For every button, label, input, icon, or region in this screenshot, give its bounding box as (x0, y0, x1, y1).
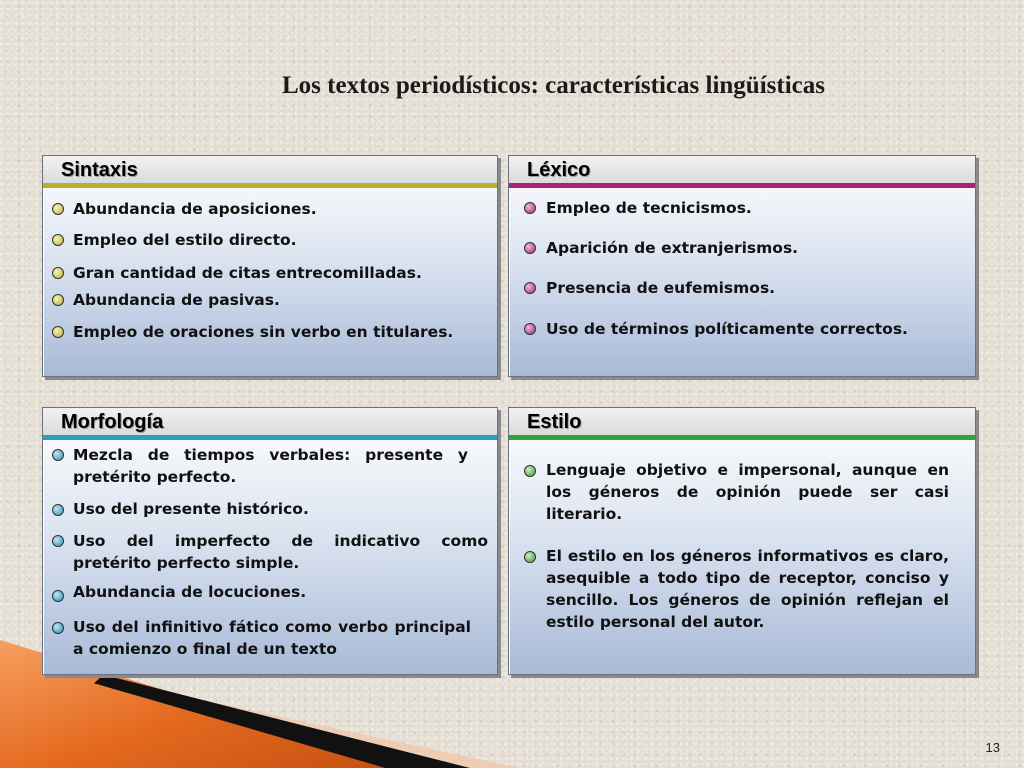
sintaxis-item-2: Empleo del estilo directo. (73, 231, 297, 249)
bullet-icon (524, 242, 536, 254)
sintaxis-item-5: Empleo de oraciones sin verbo en titulares. (73, 323, 454, 341)
morfologia-item-5: Uso del infinitivo fático como verbo principal a comienzo o final de un texto (73, 618, 471, 658)
bullet-icon (524, 323, 536, 335)
morfologia-item-4: Abundancia de locuciones. (73, 583, 307, 601)
bullet-icon (52, 535, 64, 547)
panel-lexico-header (509, 156, 975, 186)
lexico-item-1: Empleo de tecnicismos. (546, 199, 752, 217)
slide-title: Los textos periodísticos: características lingüísticas (282, 72, 825, 99)
panel-estilo (508, 407, 976, 675)
panel-morfologia-header (43, 408, 497, 438)
bullet-icon (52, 294, 64, 306)
bullet-icon (52, 234, 64, 246)
page-number: 13 (985, 740, 1000, 755)
panel-estilo-title: Estilo (527, 411, 582, 433)
lexico-item-4: Uso de términos políticamente correctos. (546, 320, 908, 338)
bullet-icon (524, 202, 536, 214)
bullet-icon (524, 551, 536, 563)
morfologia-item-3: Uso del imperfecto de indicativo como pretérito perfecto simple. (73, 532, 488, 572)
estilo-item-1: Lenguaje objetivo e impersonal, aunque en los géneros de opinión puede ser casi literario. (546, 461, 949, 523)
bullet-icon (524, 465, 536, 477)
sintaxis-item-1: Abundancia de aposiciones. (73, 200, 317, 218)
panel-morfologia-bar (43, 435, 497, 440)
sintaxis-item-3: Gran cantidad de citas entrecomilladas. (73, 264, 422, 282)
bullet-icon (52, 267, 64, 279)
bullet-icon (52, 326, 64, 338)
panel-sintaxis-header (43, 156, 497, 186)
panel-morfologia-title: Morfología (61, 411, 164, 433)
lexico-item-3: Presencia de eufemismos. (546, 279, 776, 297)
lexico-item-2: Aparición de extranjerismos. (546, 239, 799, 257)
panel-estilo-bar (509, 435, 975, 440)
bullet-icon (524, 282, 536, 294)
bullet-icon (52, 504, 64, 516)
morfologia-item-2: Uso del presente histórico. (73, 500, 309, 518)
morfologia-item-1: Mezcla de tiempos verbales: presente y pretérito perfecto. (73, 446, 468, 486)
panel-estilo-header (509, 408, 975, 438)
estilo-item-2: El estilo en los géneros informativos es claro, asequible a todo tipo de receptor, conciso y sencillo. Los géneros de opinión reflejan el estilo personal del autor. (546, 547, 949, 631)
sintaxis-item-4: Abundancia de pasivas. (73, 291, 280, 309)
panel-lexico-title: Léxico (527, 159, 591, 181)
bullet-icon (52, 449, 64, 461)
panel-morfologia (42, 407, 498, 675)
panel-lexico-bar (509, 183, 975, 188)
panel-lexico (508, 155, 976, 377)
bullet-icon (52, 590, 64, 602)
bullet-icon (52, 622, 64, 634)
panel-sintaxis (42, 155, 498, 377)
bullet-icon (52, 203, 64, 215)
panel-sintaxis-bar (43, 183, 497, 188)
panel-sintaxis-title: Sintaxis (61, 159, 138, 181)
